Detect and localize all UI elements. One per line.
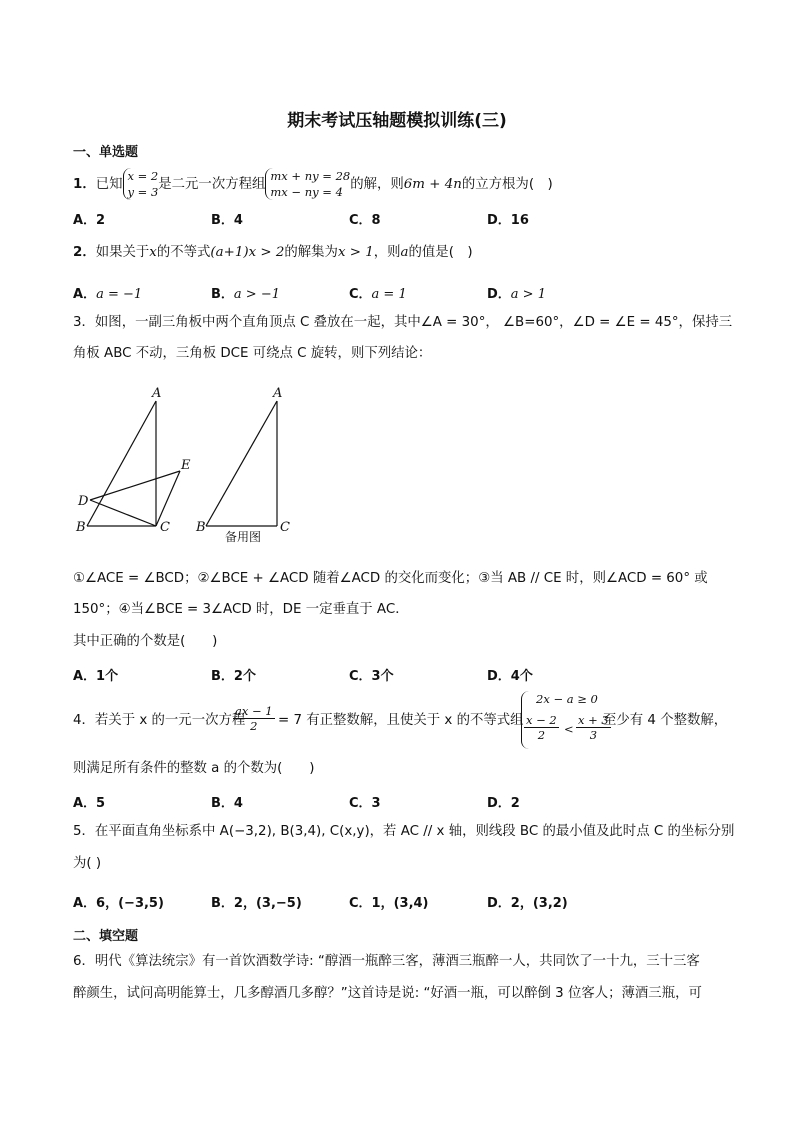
section-heading-single-choice: 一、单选题 (73, 145, 139, 160)
label-e: E (181, 458, 191, 473)
question-text: 的解，则 (350, 177, 404, 192)
label-a: A (152, 386, 162, 401)
option-b: B．2个 (211, 669, 256, 684)
equation-system: mx + ny = 28 mx − ny = 4 (265, 168, 350, 200)
question-number: 1． (73, 177, 96, 192)
option-a: A．1个 (73, 669, 119, 684)
fraction: $\frac{ax - 1}{2}$ (235, 704, 273, 733)
segment-ab (87, 401, 156, 526)
inequality-system: 2x − a ≥ 0 $\frac{x - 2}{2}$ < $\frac{x + 3}{3}$ (521, 691, 622, 749)
option-b: B．a > −1 (211, 287, 280, 302)
question-text: 的立方根为( ) (461, 177, 553, 192)
option-b: B．2，(3,−5) (211, 896, 302, 911)
option-c: C．3 (349, 796, 381, 811)
option-d: D．4个 (487, 669, 533, 684)
segment-ed (90, 471, 180, 500)
option-a: A．2 (73, 213, 106, 228)
expression: 6m + 4n (403, 177, 462, 192)
question-1 (73, 168, 553, 200)
section-heading-fill-in: 二、填空题 (73, 929, 139, 944)
question-3-line-1: 3．如图，一副三角板中两个直角顶点 C 叠放在一起，其中∠A = 30°， ∠B=60°，∠D = ∠E = 45°，保持三 (73, 315, 733, 330)
label-c-2: C (280, 520, 290, 535)
question-3-conclusions-line-2: 150°；④当∠BCE = 3∠ACD 时，DE 一定垂直于 AC． (73, 602, 409, 617)
question-3-line-2: 角板 ABC 不动，三角板 DCE 可绕点 C 旋转，则下列结论： (73, 346, 432, 361)
question-4-line-2: 则满足所有条件的整数 a 的个数为( ) (73, 761, 315, 776)
option-d: D．2，(3,2) (487, 896, 568, 911)
question-3-conclusions-line-1: ①∠ACE = ∠BCD；②∠BCE + ∠ACD 随着∠ACD 的交化而变化；③当 AB // CE 时，则∠ACD = 60° 或 (73, 571, 708, 586)
label-d: D (78, 494, 89, 509)
triangle-figure (70, 380, 310, 550)
question-5-line-1: 5．在平面直角坐标系中 A(−3,2), B(3,4), C(x,y)，若 AC // x 轴，则线段 BC 的最小值及此时点 C 的坐标分别 (73, 824, 735, 839)
question-2: 2．如果关于x的不等式(a+1)x > 2的解集为x > 1，则a的值是( ) (73, 245, 473, 260)
option-c: C．3个 (349, 669, 394, 684)
segment-dc (90, 500, 156, 526)
option-b: B．4 (211, 796, 243, 811)
question-3-ask: 其中正确的个数是( ) (73, 634, 218, 649)
label-b-2: B (196, 520, 206, 535)
option-d: D．16 (487, 213, 529, 228)
question-text: 是二元一次方程组 (158, 177, 266, 192)
solution-system: x = 2 y = 3 (123, 168, 159, 200)
label-b: B (76, 520, 86, 535)
question-6-line-2: 醉颜生，试问高明能算士，几多醇酒几多醇？”这首诗是说: “好酒一瓶，可以醉倒 3 位客人；薄酒三瓶，可 (73, 986, 702, 1001)
option-c: C．a = 1 (349, 287, 407, 302)
option-c: C．1，(3,4) (349, 896, 429, 911)
question-4-line-1: 4．若关于 x 的一元一次方程 $\frac{ax - 1}{2}$ = 7 有正整数解，且使关于 x 的不等式组 2x − a ≥ 0 $\frac{x - 2}{2}$ < $\frac{x + 3}{3}$ 至少有 4 个整数解， (73, 702, 733, 750)
page-title: 期末考试压轴题模拟训练(三) (287, 111, 507, 131)
figure-caption: 备用图 (225, 530, 262, 544)
option-a: A．a = −1 (73, 287, 143, 302)
question-5-line-2: 为( ) (73, 856, 102, 871)
option-d: D．2 (487, 796, 520, 811)
option-c: C．8 (349, 213, 381, 228)
segment-ce (156, 471, 180, 526)
label-a-2: A (273, 386, 283, 401)
question-text: 已知 (95, 177, 123, 192)
option-b: B．4 (211, 213, 243, 228)
label-c: C (160, 520, 170, 535)
option-a: A．5 (73, 796, 106, 811)
question-6-line-1: 6．明代《算法统宗》有一首饮酒数学诗: “醇酒一瓶醉三客，薄酒三瓶醉一人，共同饮了一十九，三十三客 (73, 954, 700, 969)
option-a: A．6，(−3,5) (73, 896, 164, 911)
option-d: D．a > 1 (487, 287, 546, 302)
segment-ab-2 (206, 401, 277, 526)
